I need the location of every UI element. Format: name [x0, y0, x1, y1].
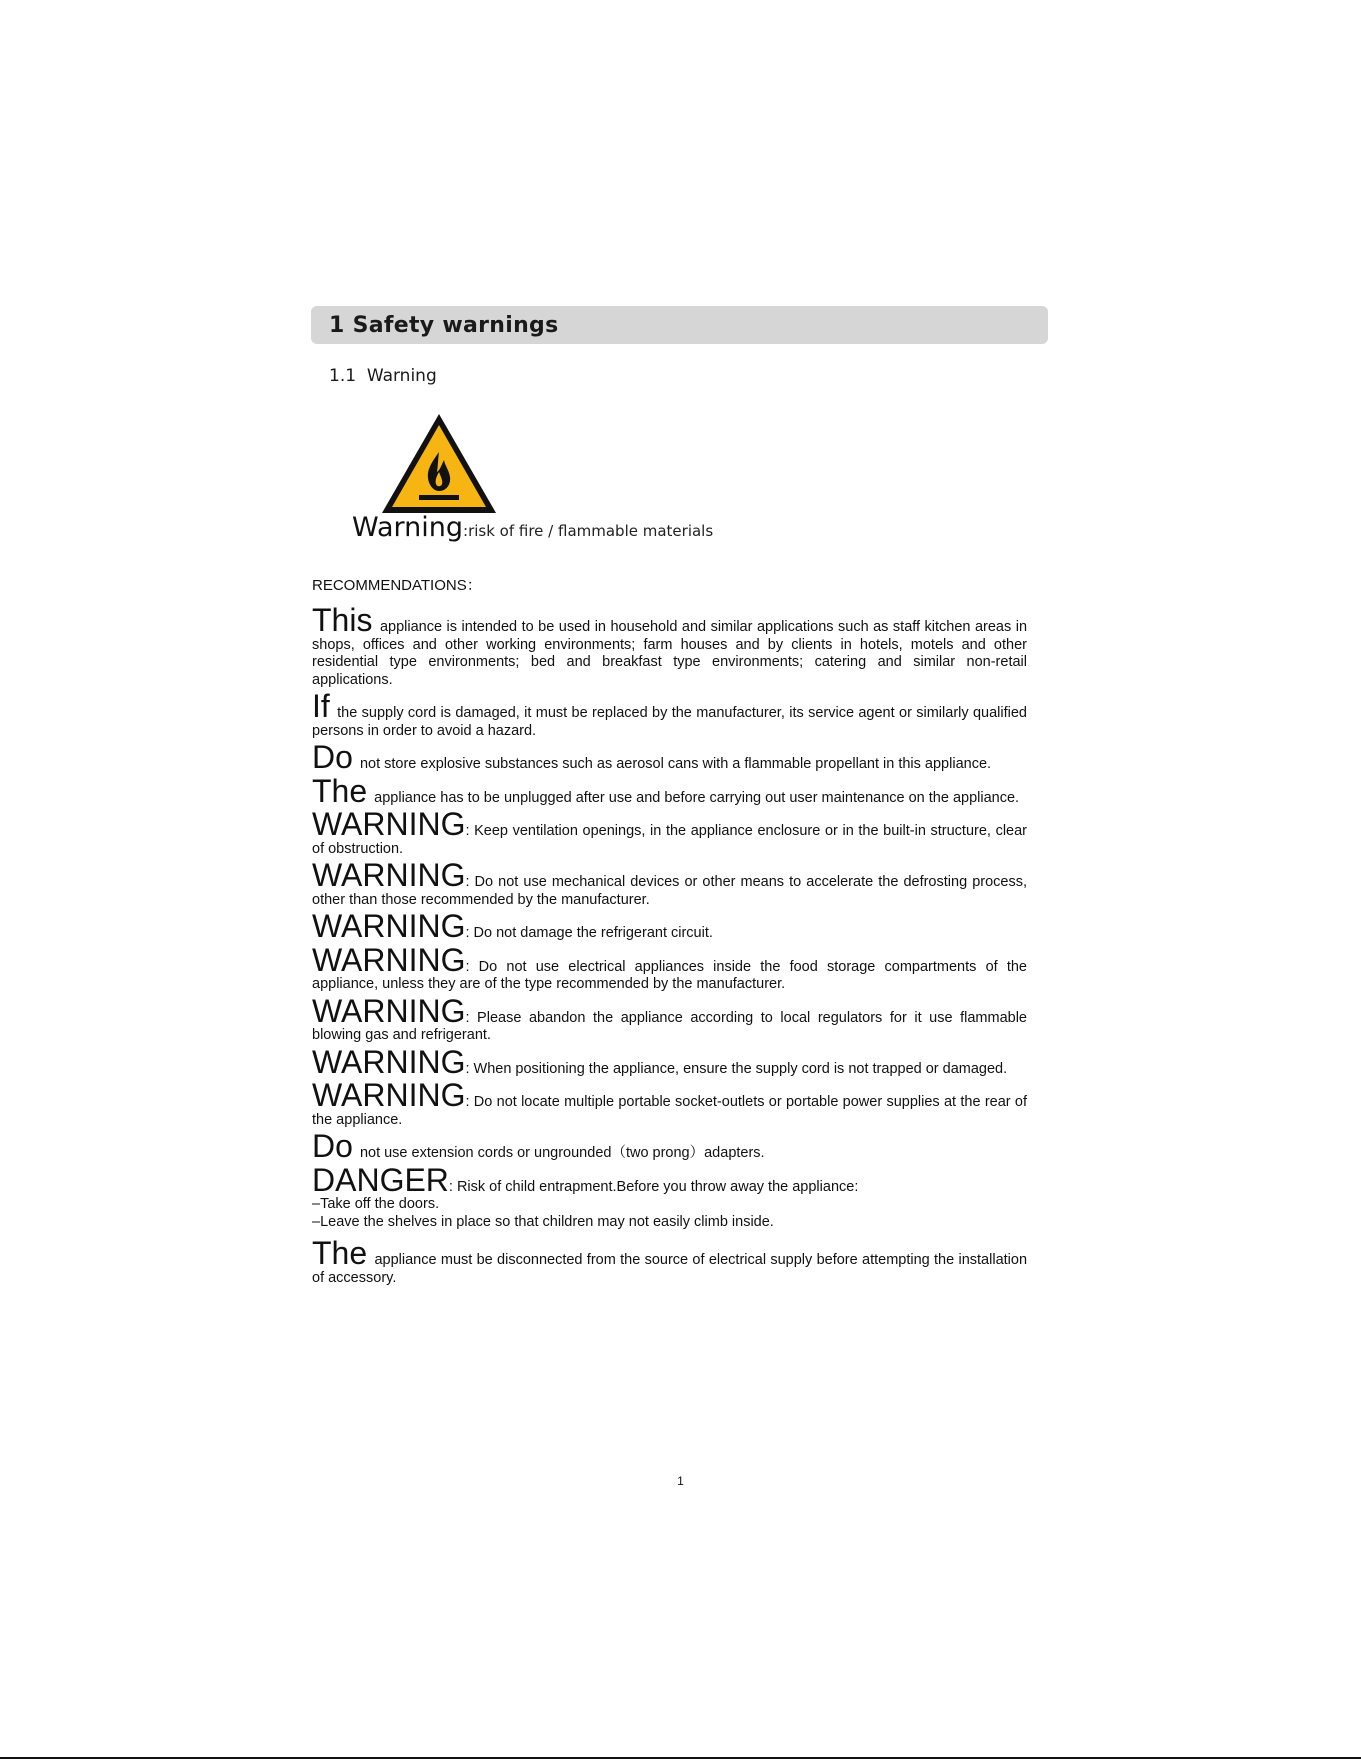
instruction-paragraph — [312, 1128, 1027, 1164]
warning-paragraph — [312, 857, 1027, 909]
instruction-paragraph — [312, 602, 1028, 689]
warning-paragraph — [312, 992, 1027, 1045]
paragraph-text: appliance has to be unplugged after use and before carrying out user maintenance on the appliance. — [374, 789, 1020, 806]
paragraph-text: not use extension cords or ungrounded（two prong）adapters. — [359, 1145, 765, 1161]
danger-lead-word: DANGER — [312, 1161, 449, 1198]
danger-paragraph — [312, 1161, 1027, 1198]
paragraph-lead-word: WARNING — [312, 806, 466, 842]
hazard-caption — [352, 512, 713, 543]
paragraph-lead-word: WARNING — [312, 992, 466, 1029]
paragraph-lead-word: WARNING — [312, 1077, 466, 1113]
instruction-paragraph — [312, 772, 1027, 809]
warning-paragraph — [312, 908, 1027, 944]
warning-paragraph — [312, 1077, 1027, 1129]
subsection-title: 1.1 Warning — [329, 366, 437, 386]
warning-paragraph — [312, 1043, 1027, 1080]
paragraph-lead-word: Do — [312, 1128, 353, 1164]
warning-paragraph — [312, 941, 1027, 994]
instruction-paragraph — [312, 1235, 1028, 1287]
paragraph-text: : Do not damage the refrigerant circuit. — [465, 925, 713, 941]
flame-base-bar — [419, 495, 459, 500]
paragraph-text: : Do not use electrical appliances inside the food storage compartments of the appliance, unless they are of the type recommended by the manufacturer. — [312, 958, 1027, 992]
paragraph-lead-word: If — [312, 688, 330, 724]
safety-instructions — [312, 602, 1028, 1290]
paragraph-text: : Please abandon the appliance according to local regulators for it use flammable blowing gas and refrigerant. — [312, 1009, 1027, 1043]
instruction-paragraph — [312, 688, 1027, 740]
paragraph-lead-word: WARNING — [312, 857, 466, 893]
paragraph-lead-word: WARNING — [312, 908, 466, 944]
bottom-divider — [0, 1757, 1361, 1759]
paragraph-text: not store explosive substances such as aerosol cans with a flammable propellant in this appliance. — [359, 756, 992, 772]
paragraph-text: appliance is intended to be used in household and similar applications such as staff kitchen areas in shops, offices and other working environments; farm houses and by clients in hotels, motels and other residential type environments; bed and breakfast type environments; catering and similar non-retail applications. — [312, 619, 1028, 688]
paragraph-text: appliance must be disconnected from the source of electrical supply before attempting the installation of accessory. — [312, 1252, 1028, 1286]
page-number: 1 — [677, 1474, 684, 1488]
danger-text: : Risk of child entrapment.Before you throw away the appliance: — [448, 1178, 859, 1195]
warning-triangle-fill — [392, 425, 486, 507]
paragraph-lead-word: This — [312, 602, 373, 638]
paragraph-text: : Keep ventilation openings, in the appliance enclosure or in the built-in structure, clear of obstruction. — [312, 823, 1027, 857]
paragraph-text: : Do not use mechanical devices or other means to accelerate the defrosting process, other than those recommended by the manufacturer. — [312, 874, 1027, 908]
paragraph-lead-word: WARNING — [312, 941, 466, 978]
danger-step: –Take off the doors. — [312, 1196, 440, 1212]
paragraph-lead-word: Do — [312, 739, 353, 775]
section-title: 1 Safety warnings — [329, 312, 559, 338]
paragraph-lead-word: The — [312, 1235, 368, 1271]
paragraph-lead-word: WARNING — [312, 1043, 466, 1080]
paragraph-text: : When positioning the appliance, ensure the supply cord is not trapped or damaged. — [465, 1060, 1008, 1077]
danger-step: –Leave the shelves in place so that children may not easily climb inside. — [312, 1213, 774, 1230]
paragraph-text: : Do not locate multiple portable socket-outlets or portable power supplies at the rear of the appliance. — [312, 1094, 1027, 1128]
paragraph-text: the supply cord is damaged, it must be replaced by the manufacturer, its service agent or similarly qualified persons in order to avoid a hazard. — [312, 705, 1027, 739]
paragraph-lead-word: The — [312, 772, 368, 809]
hazard-caption-lead: Warning — [352, 512, 464, 543]
flammable-warning-triangle-icon — [380, 412, 498, 516]
hazard-caption-text: :risk of fire / flammable materials — [463, 522, 714, 540]
section-header-bar — [311, 306, 1048, 344]
recommendations-heading: RECOMMENDATIONS： — [312, 577, 482, 594]
instruction-paragraph — [312, 739, 1027, 775]
warning-paragraph — [312, 806, 1027, 858]
